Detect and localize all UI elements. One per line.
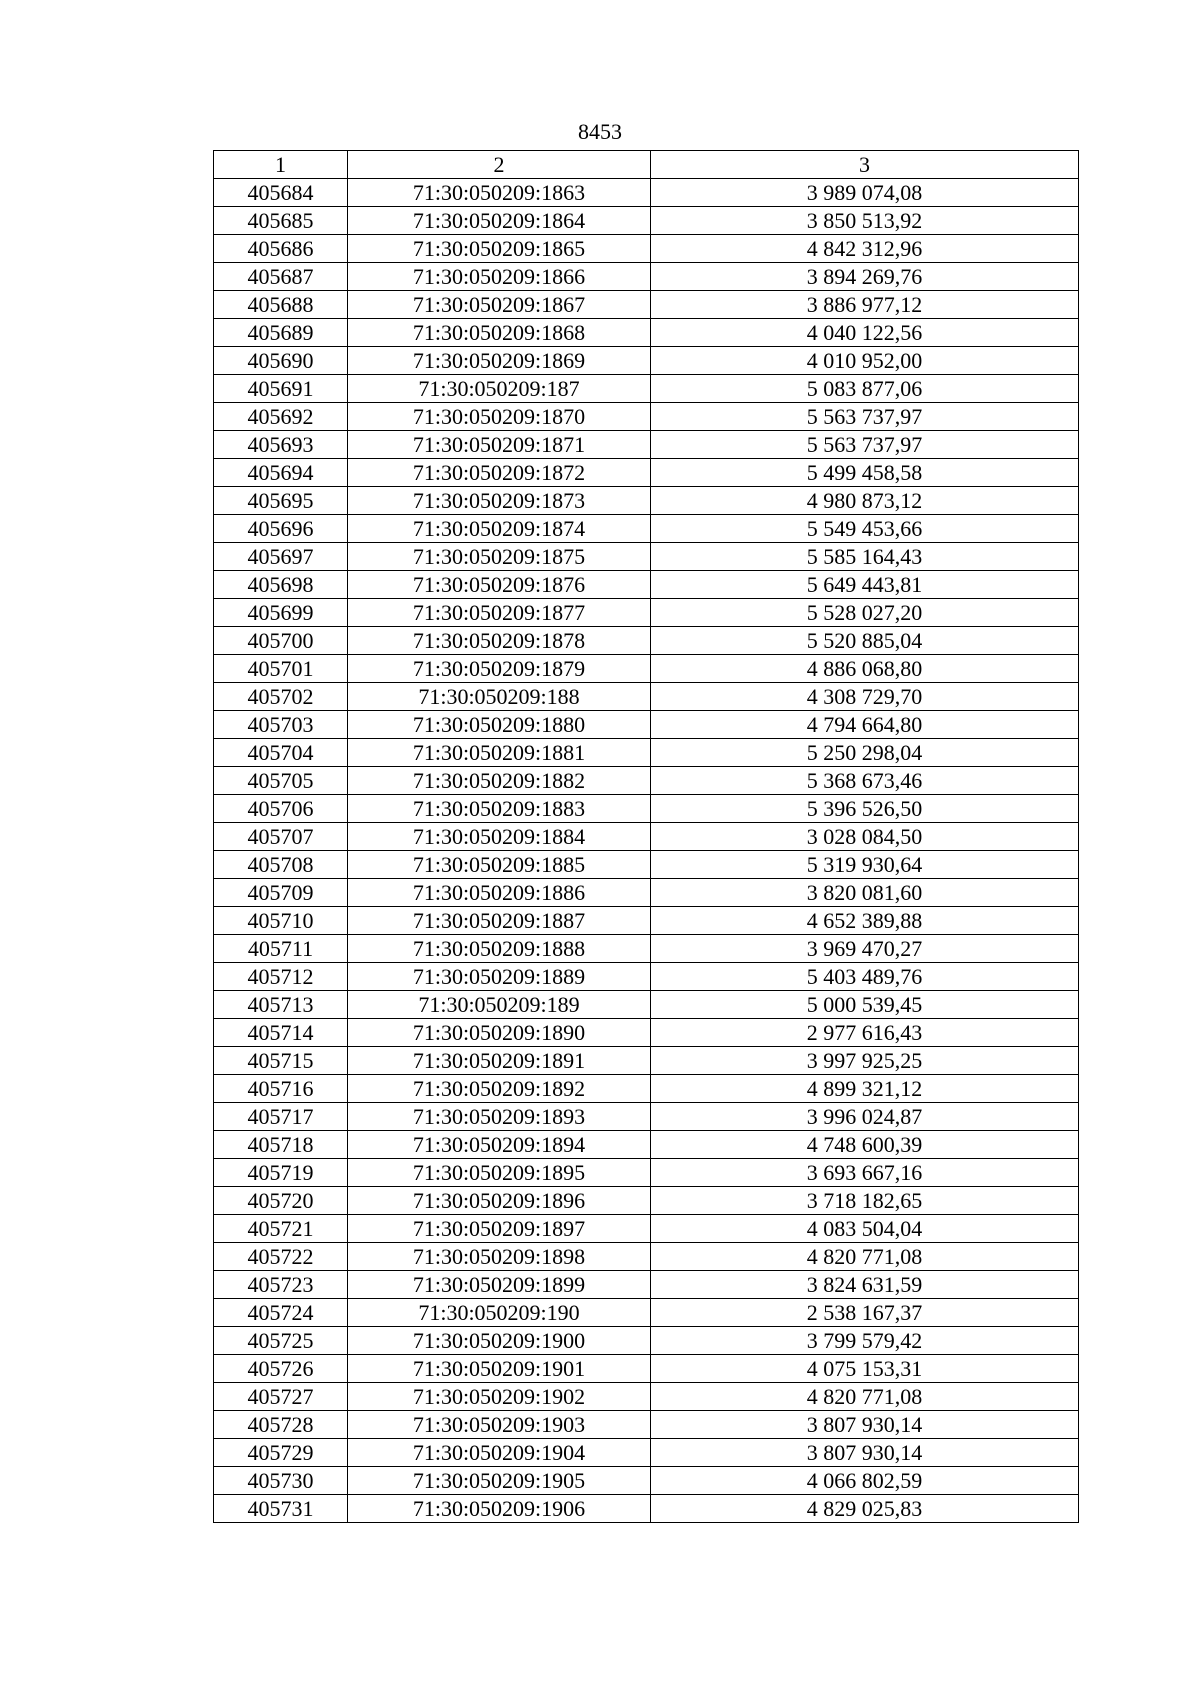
value-cell: 3 850 513,92 [651,207,1079,235]
row-number-cell: 405694 [214,459,348,487]
value-cell: 5 563 737,97 [651,403,1079,431]
column-header: 2 [348,151,651,179]
cadastral-number-cell: 71:30:050209:1879 [348,655,651,683]
table-row [214,683,1079,711]
cadastral-number-cell: 71:30:050209:1904 [348,1439,651,1467]
cadastral-number-cell: 71:30:050209:187 [348,375,651,403]
row-number-cell: 405720 [214,1187,348,1215]
cadastral-number-cell: 71:30:050209:1890 [348,1019,651,1047]
cadastral-number-cell: 71:30:050209:1885 [348,851,651,879]
cadastral-number-cell: 71:30:050209:1865 [348,235,651,263]
table-row [214,1467,1079,1495]
row-number-cell: 405728 [214,1411,348,1439]
table-row [214,1383,1079,1411]
row-number-cell: 405705 [214,767,348,795]
column-header: 1 [214,151,348,179]
table-row [214,571,1079,599]
row-number-cell: 405688 [214,291,348,319]
table-row [214,1047,1079,1075]
row-number-cell: 405696 [214,515,348,543]
table-row [214,207,1079,235]
value-cell: 5 250 298,04 [651,739,1079,767]
table-row [214,1131,1079,1159]
cadastral-number-cell: 71:30:050209:1906 [348,1495,651,1523]
page-number: 8453 [578,119,622,144]
cadastral-number-cell: 71:30:050209:1867 [348,291,651,319]
table-row [214,795,1079,823]
value-cell: 4 829 025,83 [651,1495,1079,1523]
value-cell: 3 807 930,14 [651,1439,1079,1467]
row-number-cell: 405699 [214,599,348,627]
row-number-cell: 405725 [214,1327,348,1355]
cadastral-value-table [213,150,1079,1523]
table-row [214,431,1079,459]
value-cell: 2 538 167,37 [651,1299,1079,1327]
value-cell: 5 083 877,06 [651,375,1079,403]
row-number-cell: 405697 [214,543,348,571]
value-cell: 4 652 389,88 [651,907,1079,935]
value-cell: 3 969 470,27 [651,935,1079,963]
cadastral-number-cell: 71:30:050209:1898 [348,1243,651,1271]
value-cell: 5 549 453,66 [651,515,1079,543]
row-number-cell: 405685 [214,207,348,235]
row-number-cell: 405714 [214,1019,348,1047]
cadastral-number-cell: 71:30:050209:1866 [348,263,651,291]
value-cell: 4 075 153,31 [651,1355,1079,1383]
value-cell: 4 308 729,70 [651,683,1079,711]
table-row [214,1327,1079,1355]
value-cell: 5 319 930,64 [651,851,1079,879]
value-cell: 5 368 673,46 [651,767,1079,795]
row-number-cell: 405726 [214,1355,348,1383]
table-row [214,1159,1079,1187]
value-cell: 3 824 631,59 [651,1271,1079,1299]
cadastral-number-cell: 71:30:050209:1893 [348,1103,651,1131]
table-row [214,991,1079,1019]
table-row [214,543,1079,571]
table-row [214,851,1079,879]
table-row [214,487,1079,515]
row-number-cell: 405691 [214,375,348,403]
table-row [214,823,1079,851]
cadastral-number-cell: 71:30:050209:1868 [348,319,651,347]
cadastral-number-cell: 71:30:050209:1863 [348,179,651,207]
cadastral-number-cell: 71:30:050209:1902 [348,1383,651,1411]
row-number-cell: 405731 [214,1495,348,1523]
value-cell: 3 693 667,16 [651,1159,1079,1187]
cadastral-number-cell: 71:30:050209:1888 [348,935,651,963]
table-row [214,907,1079,935]
value-cell: 5 649 443,81 [651,571,1079,599]
cadastral-number-cell: 71:30:050209:1895 [348,1159,651,1187]
row-number-cell: 405707 [214,823,348,851]
table-row [214,375,1079,403]
row-number-cell: 405729 [214,1439,348,1467]
row-number-cell: 405687 [214,263,348,291]
row-number-cell: 405717 [214,1103,348,1131]
cadastral-number-cell: 71:30:050209:1892 [348,1075,651,1103]
row-number-cell: 405730 [214,1467,348,1495]
row-number-cell: 405698 [214,571,348,599]
cadastral-number-cell: 71:30:050209:1903 [348,1411,651,1439]
table-row [214,1215,1079,1243]
value-cell: 3 807 930,14 [651,1411,1079,1439]
cadastral-number-cell: 71:30:050209:1875 [348,543,651,571]
cadastral-number-cell: 71:30:050209:1883 [348,795,651,823]
row-number-cell: 405692 [214,403,348,431]
row-number-cell: 405690 [214,347,348,375]
row-number-cell: 405716 [214,1075,348,1103]
value-cell: 5 000 539,45 [651,991,1079,1019]
value-cell: 3 996 024,87 [651,1103,1079,1131]
row-number-cell: 405721 [214,1215,348,1243]
cadastral-number-cell: 71:30:050209:1900 [348,1327,651,1355]
row-number-cell: 405686 [214,235,348,263]
value-cell: 4 040 122,56 [651,319,1079,347]
table-row [214,963,1079,991]
cadastral-number-cell: 71:30:050209:1871 [348,431,651,459]
table-row [214,767,1079,795]
row-number-cell: 405689 [214,319,348,347]
cadastral-number-cell: 71:30:050209:1881 [348,739,651,767]
cadastral-number-cell: 71:30:050209:1882 [348,767,651,795]
row-number-cell: 405706 [214,795,348,823]
value-cell: 3 820 081,60 [651,879,1079,907]
table-row [214,655,1079,683]
value-cell: 3 799 579,42 [651,1327,1079,1355]
row-number-cell: 405693 [214,431,348,459]
cadastral-number-cell: 71:30:050209:1869 [348,347,651,375]
row-number-cell: 405724 [214,1299,348,1327]
value-cell: 4 083 504,04 [651,1215,1079,1243]
row-number-cell: 405684 [214,179,348,207]
value-cell: 4 820 771,08 [651,1383,1079,1411]
table-row [214,291,1079,319]
value-cell: 3 989 074,08 [651,179,1079,207]
value-cell: 3 894 269,76 [651,263,1079,291]
cadastral-number-cell: 71:30:050209:1905 [348,1467,651,1495]
cadastral-number-cell: 71:30:050209:1870 [348,403,651,431]
value-cell: 5 585 164,43 [651,543,1079,571]
value-cell: 5 563 737,97 [651,431,1079,459]
row-number-cell: 405704 [214,739,348,767]
cadastral-number-cell: 71:30:050209:1864 [348,207,651,235]
table-row [214,459,1079,487]
cadastral-number-cell: 71:30:050209:1876 [348,571,651,599]
table-row [214,1243,1079,1271]
table-row [214,235,1079,263]
cadastral-number-cell: 71:30:050209:1877 [348,599,651,627]
row-number-cell: 405700 [214,627,348,655]
row-number-cell: 405718 [214,1131,348,1159]
table-row [214,1271,1079,1299]
cadastral-number-cell: 71:30:050209:1894 [348,1131,651,1159]
cadastral-number-cell: 71:30:050209:1899 [348,1271,651,1299]
table-row [214,739,1079,767]
table-row [214,935,1079,963]
table-row [214,179,1079,207]
table-row [214,1411,1079,1439]
table-row [214,319,1079,347]
value-cell: 5 403 489,76 [651,963,1079,991]
cadastral-number-cell: 71:30:050209:1896 [348,1187,651,1215]
cadastral-number-cell: 71:30:050209:1886 [348,879,651,907]
cadastral-number-cell: 71:30:050209:188 [348,683,651,711]
value-cell: 3 886 977,12 [651,291,1079,319]
cadastral-number-cell: 71:30:050209:1872 [348,459,651,487]
table-row [214,599,1079,627]
value-cell: 5 499 458,58 [651,459,1079,487]
row-number-cell: 405701 [214,655,348,683]
row-number-cell: 405702 [214,683,348,711]
table-header-row [214,151,1079,179]
cadastral-number-cell: 71:30:050209:190 [348,1299,651,1327]
table-row [214,1019,1079,1047]
cadastral-number-cell: 71:30:050209:189 [348,991,651,1019]
cadastral-number-cell: 71:30:050209:1901 [348,1355,651,1383]
value-cell: 3 997 925,25 [651,1047,1079,1075]
cadastral-number-cell: 71:30:050209:1891 [348,1047,651,1075]
row-number-cell: 405719 [214,1159,348,1187]
row-number-cell: 405710 [214,907,348,935]
value-cell: 4 980 873,12 [651,487,1079,515]
table-row [214,1103,1079,1131]
cadastral-number-cell: 71:30:050209:1889 [348,963,651,991]
value-cell: 4 842 312,96 [651,235,1079,263]
row-number-cell: 405712 [214,963,348,991]
table-row [214,347,1079,375]
table-body [214,179,1079,1523]
value-cell: 4 899 321,12 [651,1075,1079,1103]
value-cell: 3 718 182,65 [651,1187,1079,1215]
row-number-cell: 405711 [214,935,348,963]
value-cell: 4 066 802,59 [651,1467,1079,1495]
cadastral-number-cell: 71:30:050209:1897 [348,1215,651,1243]
table-row [214,1299,1079,1327]
table-row [214,879,1079,907]
value-cell: 4 748 600,39 [651,1131,1079,1159]
row-number-cell: 405695 [214,487,348,515]
row-number-cell: 405708 [214,851,348,879]
value-cell: 5 528 027,20 [651,599,1079,627]
table-row [214,1355,1079,1383]
table-row [214,403,1079,431]
table-row [214,1439,1079,1467]
value-cell: 5 396 526,50 [651,795,1079,823]
table-row [214,1495,1079,1523]
row-number-cell: 405715 [214,1047,348,1075]
cadastral-number-cell: 71:30:050209:1887 [348,907,651,935]
cadastral-number-cell: 71:30:050209:1884 [348,823,651,851]
table-row [214,1075,1079,1103]
row-number-cell: 405722 [214,1243,348,1271]
value-cell: 4 010 952,00 [651,347,1079,375]
value-cell: 4 886 068,80 [651,655,1079,683]
value-cell: 4 820 771,08 [651,1243,1079,1271]
column-header: 3 [651,151,1079,179]
row-number-cell: 405727 [214,1383,348,1411]
row-number-cell: 405703 [214,711,348,739]
row-number-cell: 405713 [214,991,348,1019]
table-row [214,515,1079,543]
cadastral-number-cell: 71:30:050209:1878 [348,627,651,655]
cadastral-number-cell: 71:30:050209:1873 [348,487,651,515]
table-row [214,263,1079,291]
cadastral-number-cell: 71:30:050209:1880 [348,711,651,739]
row-number-cell: 405709 [214,879,348,907]
table-row [214,627,1079,655]
value-cell: 4 794 664,80 [651,711,1079,739]
cadastral-number-cell: 71:30:050209:1874 [348,515,651,543]
value-cell: 5 520 885,04 [651,627,1079,655]
row-number-cell: 405723 [214,1271,348,1299]
table-row [214,1187,1079,1215]
table-row [214,711,1079,739]
value-cell: 2 977 616,43 [651,1019,1079,1047]
value-cell: 3 028 084,50 [651,823,1079,851]
